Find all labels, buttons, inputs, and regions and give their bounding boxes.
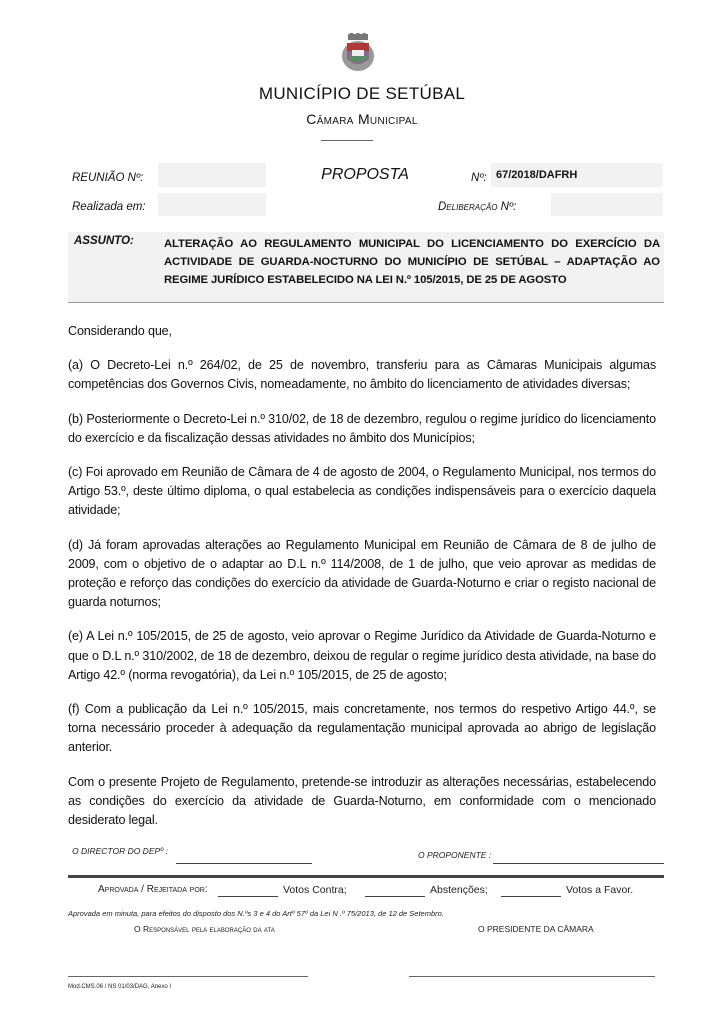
paragraph: (c) Foi aprovado em Reunião de Câmara de 4 de agosto de 2004, o Regulamento Municipal, nos termos do Artigo 53.º, deste último diploma, o qual estabelecia as condições indispensáveis para o exercício daquela atividade;	[68, 465, 656, 518]
document-title: PROPOSTA	[321, 166, 409, 183]
favor-label: Votos a Favor.	[566, 884, 634, 896]
director-signature-line	[176, 863, 312, 864]
director-label: O DIRECTOR DO DEPº :	[72, 846, 168, 856]
paragraph: (b) Posteriormente o Decreto-Lei n.º 310/02, de 18 de dezembro, regulou o regime jurídico do licenciamento do exercício e da fiscalização dessas atividades no âmbito dos Municípios;	[68, 411, 656, 445]
abstencoes-blank[interactable]	[365, 896, 425, 897]
paragraph: Considerando que,	[68, 324, 172, 338]
responsavel-label: O Responsável pela elaboração da ata	[134, 924, 275, 934]
abstencoes-label: Abstenções;	[430, 884, 488, 896]
council-subtitle: Câmara Municipal	[306, 111, 418, 127]
proposal-body	[68, 322, 656, 845]
section-divider	[68, 875, 664, 878]
realizada-label: Realizada em:	[72, 201, 146, 213]
subject-label: ASSUNTO:	[74, 235, 134, 247]
contra-blank[interactable]	[218, 896, 278, 897]
model-reference: Mod.CMS.06 / NS 01/03/DAG, Anexo I	[68, 984, 172, 990]
coat-of-arms-icon	[340, 33, 376, 73]
paragraph: Com o presente Projeto de Regulamento, pretende-se introduzir as alterações necessárias, estabelecendo as condições do exercício da atividade de Guarda-Noturno, em conformidade com o mencionado desiderato legal.	[68, 774, 656, 828]
paragraph: (e) A Lei n.º 105/2015, de 25 de agosto, veio aprovar o Regime Jurídico da Atividade de Guarda-Noturno e que o D.L n.º 310/2002, de 18 de dezembro, deixou de regular o regime jurídico desta atividade, na base do Artigo 42.º (norma revogatória), da Lei n.º 105/2015, de 25 de agosto;	[68, 629, 656, 682]
paragraph: (f) Com a publicação da Lei n.º 105/2015, mais concretamente, nos termos do respetivo Artigo 44.º, se torna necessário proceder à adequação da regulamentação municipal aprovada ao abrigo de legislação anterior.	[68, 702, 656, 755]
numero-label: Nº:	[471, 172, 487, 184]
deliberacao-label: Deliberação Nº:	[438, 201, 517, 213]
presidente-label: O PRESIDENTE DA CÂMARA	[478, 924, 594, 934]
minuta-note: Aprovada em minuta, para efeitos do disposto dos N.ºs 3 e 4 do Artº 57º da Lei N .º 75/2013, de 12 de Setembro.	[68, 909, 444, 918]
subject-text: ALTERAÇÃO AO REGULAMENTO MUNICIPAL DO LICENCIAMENTO DO EXERCÍCIO DA ACTIVIDADE DE GUARDA-NOCTURNO DO MUNICÍPIO DE SETÚBAL – ADAPTAÇÃO AO REGIME JURÍDICO ESTABELECIDO NA LEI N.º 105/2015, DE 25 DE AGOSTO	[164, 238, 660, 286]
paragraph: (d) Já foram aprovadas alterações ao Regulamento Municipal em Reunião de Câmara de 8 de julho de 2009, com o objetivo de o adaptar ao D.L n.º 114/2008, de 1 de julho, que veio aprovar as medidas de proteção e reforço das condições do exercício da atividade de Guarda-Noturno e criar o registo nacional de guarda noturnos;	[68, 537, 656, 610]
reuniao-label: REUNIÃO Nº:	[72, 172, 144, 184]
subject-block	[68, 232, 664, 303]
deliberacao-field[interactable]	[551, 193, 663, 216]
proponente-signature-line	[493, 863, 664, 864]
responsavel-signature-line	[68, 976, 308, 977]
proponente-label: O PROPONENTE :	[418, 850, 492, 860]
aprovada-label: Aprovada / Rejeitada por:	[98, 884, 208, 895]
realizada-field[interactable]	[158, 193, 266, 216]
numero-field[interactable]: 67/2018/DAFRH	[491, 163, 663, 187]
header-divider	[321, 140, 373, 141]
reuniao-field[interactable]	[158, 163, 266, 187]
contra-label: Votos Contra;	[283, 884, 347, 896]
presidente-signature-line	[409, 976, 655, 977]
paragraph: (a) O Decreto-Lei n.º 264/02, de 25 de novembro, transferiu para as Câmaras Municipais algumas competências dos Governos Civis, nomeadamente, no âmbito do licenciamento de atividades diversas;	[68, 358, 656, 392]
municipality-title: MUNICÍPIO DE SETÚBAL	[258, 84, 466, 103]
favor-blank[interactable]	[501, 896, 561, 897]
